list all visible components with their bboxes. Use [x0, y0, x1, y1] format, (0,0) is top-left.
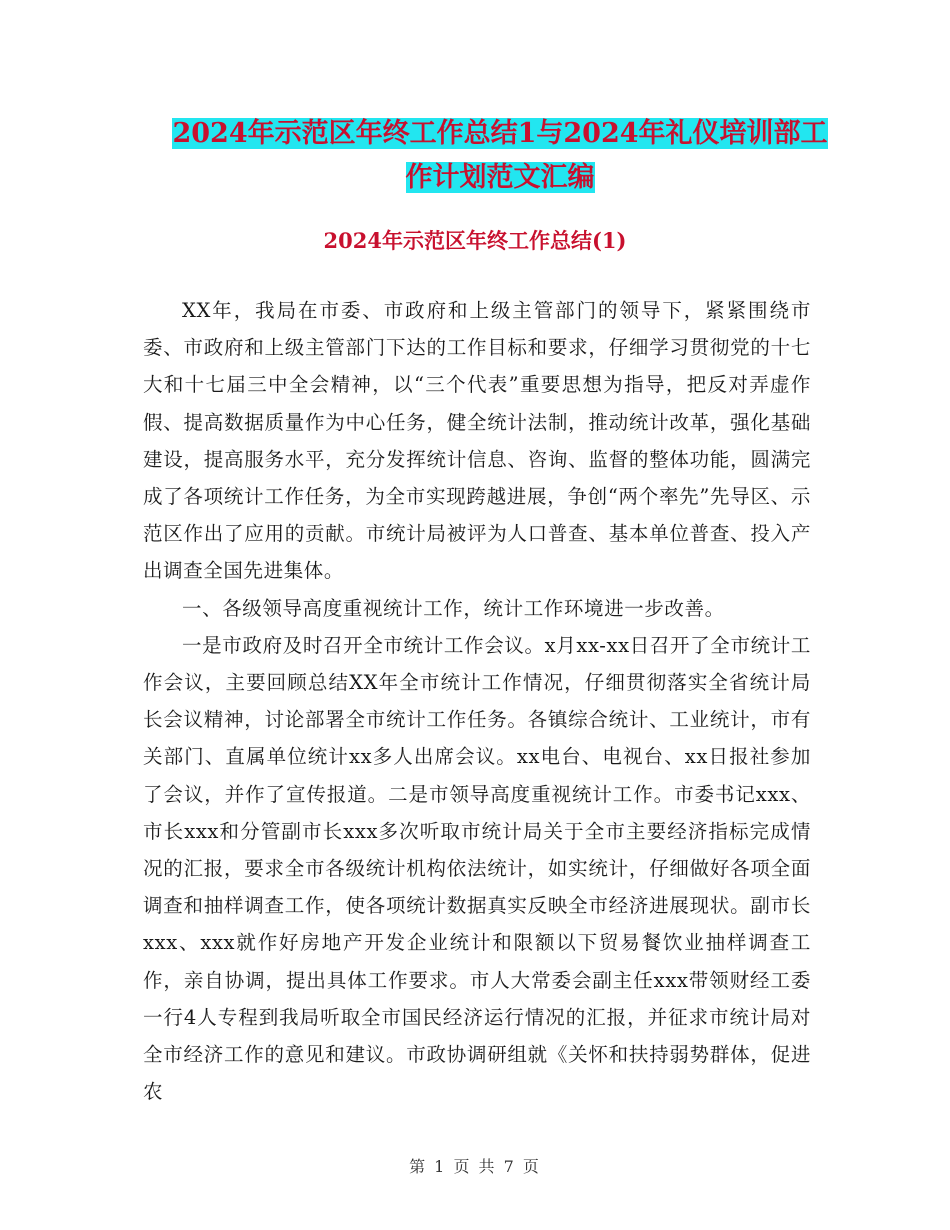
page-footer: 第 1 页 共 7 页: [409, 1157, 541, 1176]
paragraph: 一、各级领导高度重视统计工作，统计工作环境进一步改善。: [182, 596, 725, 620]
paragraph: XX年，我局在市委、市政府和上级主管部门的领导下，紧紧围绕市委、市政府和上级主管部门下达的工作目标和要求，仔细学习贯彻党的十七大和十七届三中全会精神，以“三个代表”重要思想为指导，把反对弄虚作假、提高数据质量作为中心任务，健全统计法制，推动统计改革，强化基础建设，提高服务水平，充分发挥统计信息、咨询、监督的整体功能，圆满完成了各项统计工作任务，为全市实现跨越进展，争创“两个率先”先导区、示范区作出了应用的贡献。市统计局被评为人口普查、基本单位普查、投入产出调查全国先进集体。: [143, 299, 811, 583]
document-body: [143, 292, 811, 1110]
document-title: [140, 112, 860, 200]
paragraph: 一是市政府及时召开全市统计工作会议。x月xx-xx日召开了全市统计工作会议，主要回顾总结XX年全市统计工作情况，仔细贯彻落实全省统计局长会议精神，讨论部署全市统计工作任务。各镇综合统计、工业统计，市有关部门、直属单位统计xx多人出席会议。xx电台、电视台、xx日报社参加了会议，并作了宣传报道。二是市领导高度重视统计工作。市委书记xxx、市长xxx和分管副市长xxx多次听取市统计局关于全市主要经济指标完成情况的汇报，要求全市各级统计机构依法统计，如实统计，仔细做好各项全面调查和抽样调查工作，使各项统计数据真实反映全市经济进展现状。副市长xxx、xxx就作好房地产开发企业统计和限额以下贸易餐饮业抽样调查工作，亲自协调，提出具体工作要求。市人大常委会副主任xxx带领财经工委一行4人专程到我局听取全市国民经济运行情况的汇报，并征求市统计局对全市经济工作的意见和建议。市政协调研组就《关怀和扶持弱势群体，促进农: [143, 633, 811, 1104]
document-title-line1: 2024年示范区年终工作总结1与2024年礼仪培训部工: [172, 118, 828, 149]
document-title-line2: 作计划范文汇编: [405, 162, 595, 193]
section-title: 2024年示范区年终工作总结(1): [323, 228, 627, 253]
